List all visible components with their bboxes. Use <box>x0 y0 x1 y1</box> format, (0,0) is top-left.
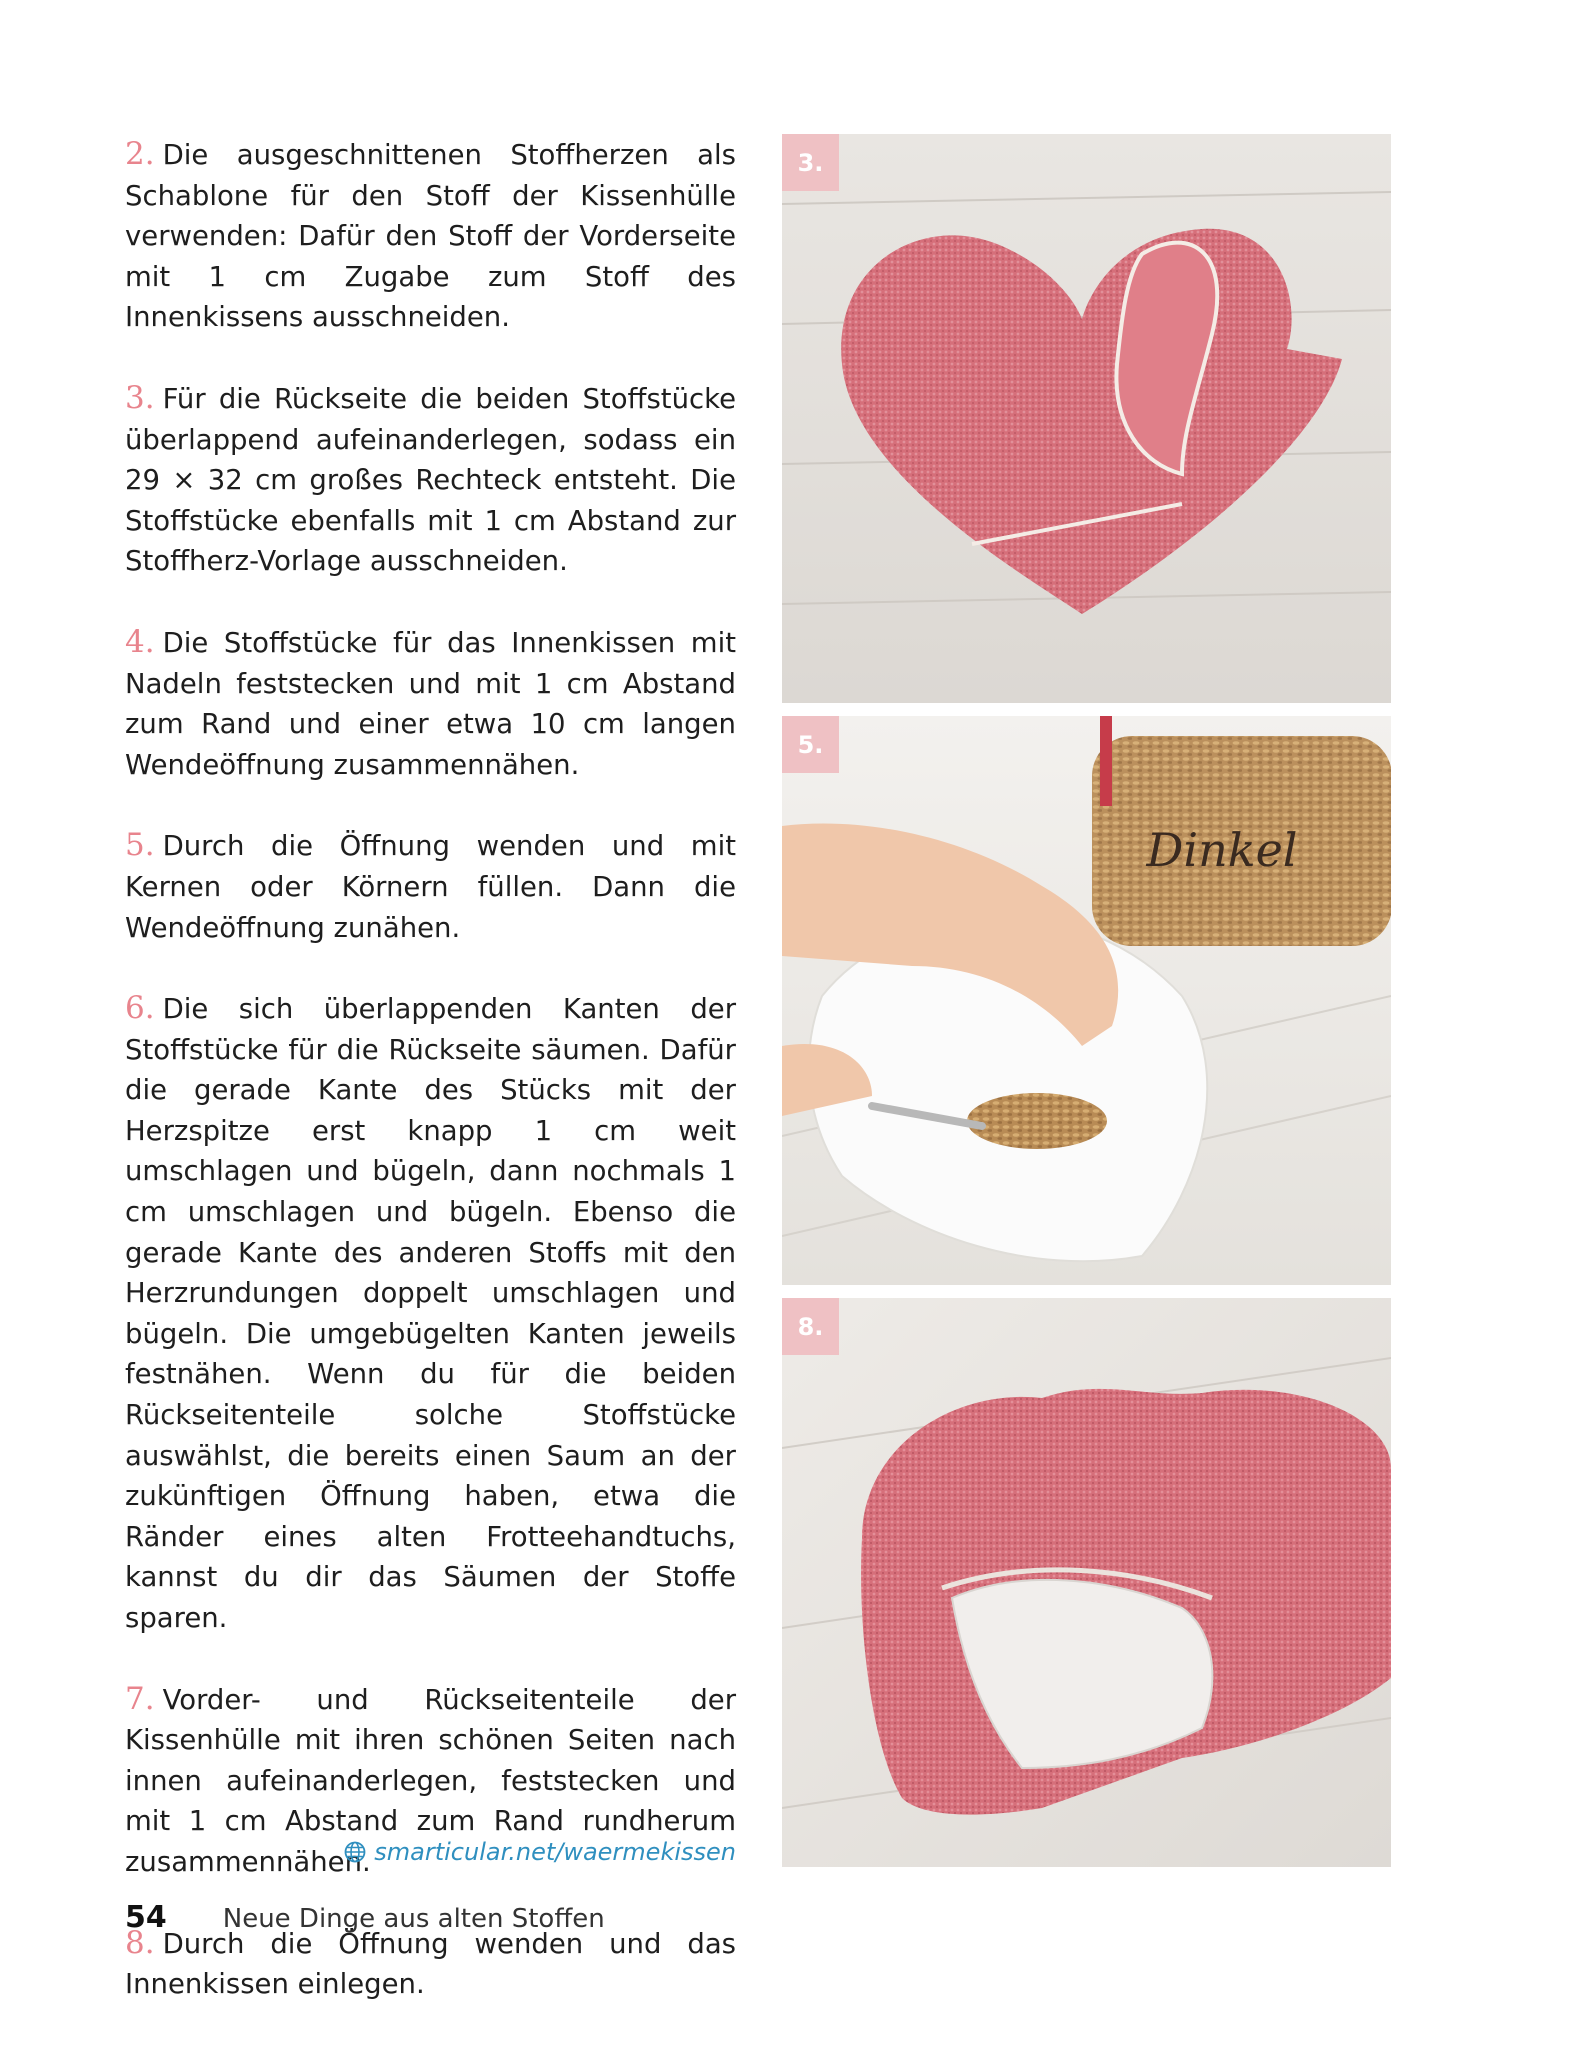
photo-step-5 <box>782 716 1391 1285</box>
step-text: Für die Rückseite die beiden Stoffstücke überlappend aufeinanderlegen, sodass ein 29 × 32 cm großes Rechteck entsteht. Die Stoffstücke ebenfalls mit 1 cm Abstand zur Stoffherz-Vorlage ausschneiden. <box>125 382 736 578</box>
page-footer <box>125 1900 605 1935</box>
step-3 <box>125 378 736 582</box>
step-5 <box>125 825 736 948</box>
step-text: Die sich überlappenden Kanten der Stoffstücke für die Rückseite säumen. Dafür die gerade Kante des Stücks mit der Herzspitze erst knapp 1 cm weit umschlagen und bügeln, dann nochmals 1 cm umschlagen und bügeln. Ebenso die gerade Kante des anderen Stoffs mit den Herzrundungen doppelt umschlagen und bügeln. Die umgebügelten Kanten jeweils festnähen. Wenn du für die beiden Rückseitenteile solche Stoffstücke auswählst, die bereits einen Saum an der zukünftigen Öffnung haben, etwa die Ränder eines alten Frotteehandtuchs, kannst du dir das Säumen der Stoffe sparen. <box>125 993 736 1634</box>
step-text: Vorder- und Rückseitenteile der Kissenhülle mit ihren schönen Seiten nach innen aufeinanderlegen, feststecken und mit 1 cm Abstand zum Rand rundherum zusammennähen. <box>125 1683 736 1878</box>
step-text: Durch die Öffnung wenden und das Innenkissen einlegen. <box>125 1927 736 2001</box>
step-2 <box>125 134 736 338</box>
instruction-text <box>125 134 736 2045</box>
photo-step-3 <box>782 134 1391 703</box>
step-badge: 3. <box>782 134 839 191</box>
step-text: Die Stoffstücke für das Innenkissen mit Nadeln feststecken und mit 1 cm Abstand zum Rand und einer etwa 10 cm langen Wendeöffnung zusammennähen. <box>125 626 736 781</box>
page-number: 54 <box>125 1900 167 1935</box>
step-number: 2. <box>125 136 155 172</box>
step-number: 7. <box>125 1680 155 1717</box>
step-number: 5. <box>125 827 155 864</box>
step-text: Durch die Öffnung wenden und mit Kernen oder Körnern füllen. Dann die Wendeöffnung zunähen. <box>125 830 736 944</box>
chapter-title: Neue Dinge aus alten Stoffen <box>222 1904 605 1934</box>
step-number: 6. <box>125 990 155 1027</box>
step-text: Die ausgeschnittenen Stoffherzen als Schablone für den Stoff der Kissenhülle verwenden: Dafür den Stoff der Vorderseite mit 1 cm Zugabe zum Stoff des Innenkissens ausschneiden. <box>125 139 736 334</box>
step-badge: 8. <box>782 1298 839 1355</box>
step-6 <box>125 988 736 1639</box>
step-badge: 5. <box>782 716 839 773</box>
step-number: 4. <box>125 623 155 660</box>
source-link-text: smarticular.net/waermekissen <box>374 1838 736 1866</box>
jar-label: Dinkel <box>1146 823 1298 877</box>
globe-icon <box>344 1841 366 1863</box>
photo-step-8 <box>782 1298 1391 1867</box>
filling-grains-image <box>782 716 1391 1285</box>
step-number: 8. <box>125 1924 155 1961</box>
source-link[interactable] <box>344 1838 736 1866</box>
finished-pillow-image <box>782 1298 1391 1867</box>
step-number: 3. <box>125 379 155 416</box>
heart-fabric-image <box>782 134 1391 703</box>
step-4 <box>125 622 736 785</box>
